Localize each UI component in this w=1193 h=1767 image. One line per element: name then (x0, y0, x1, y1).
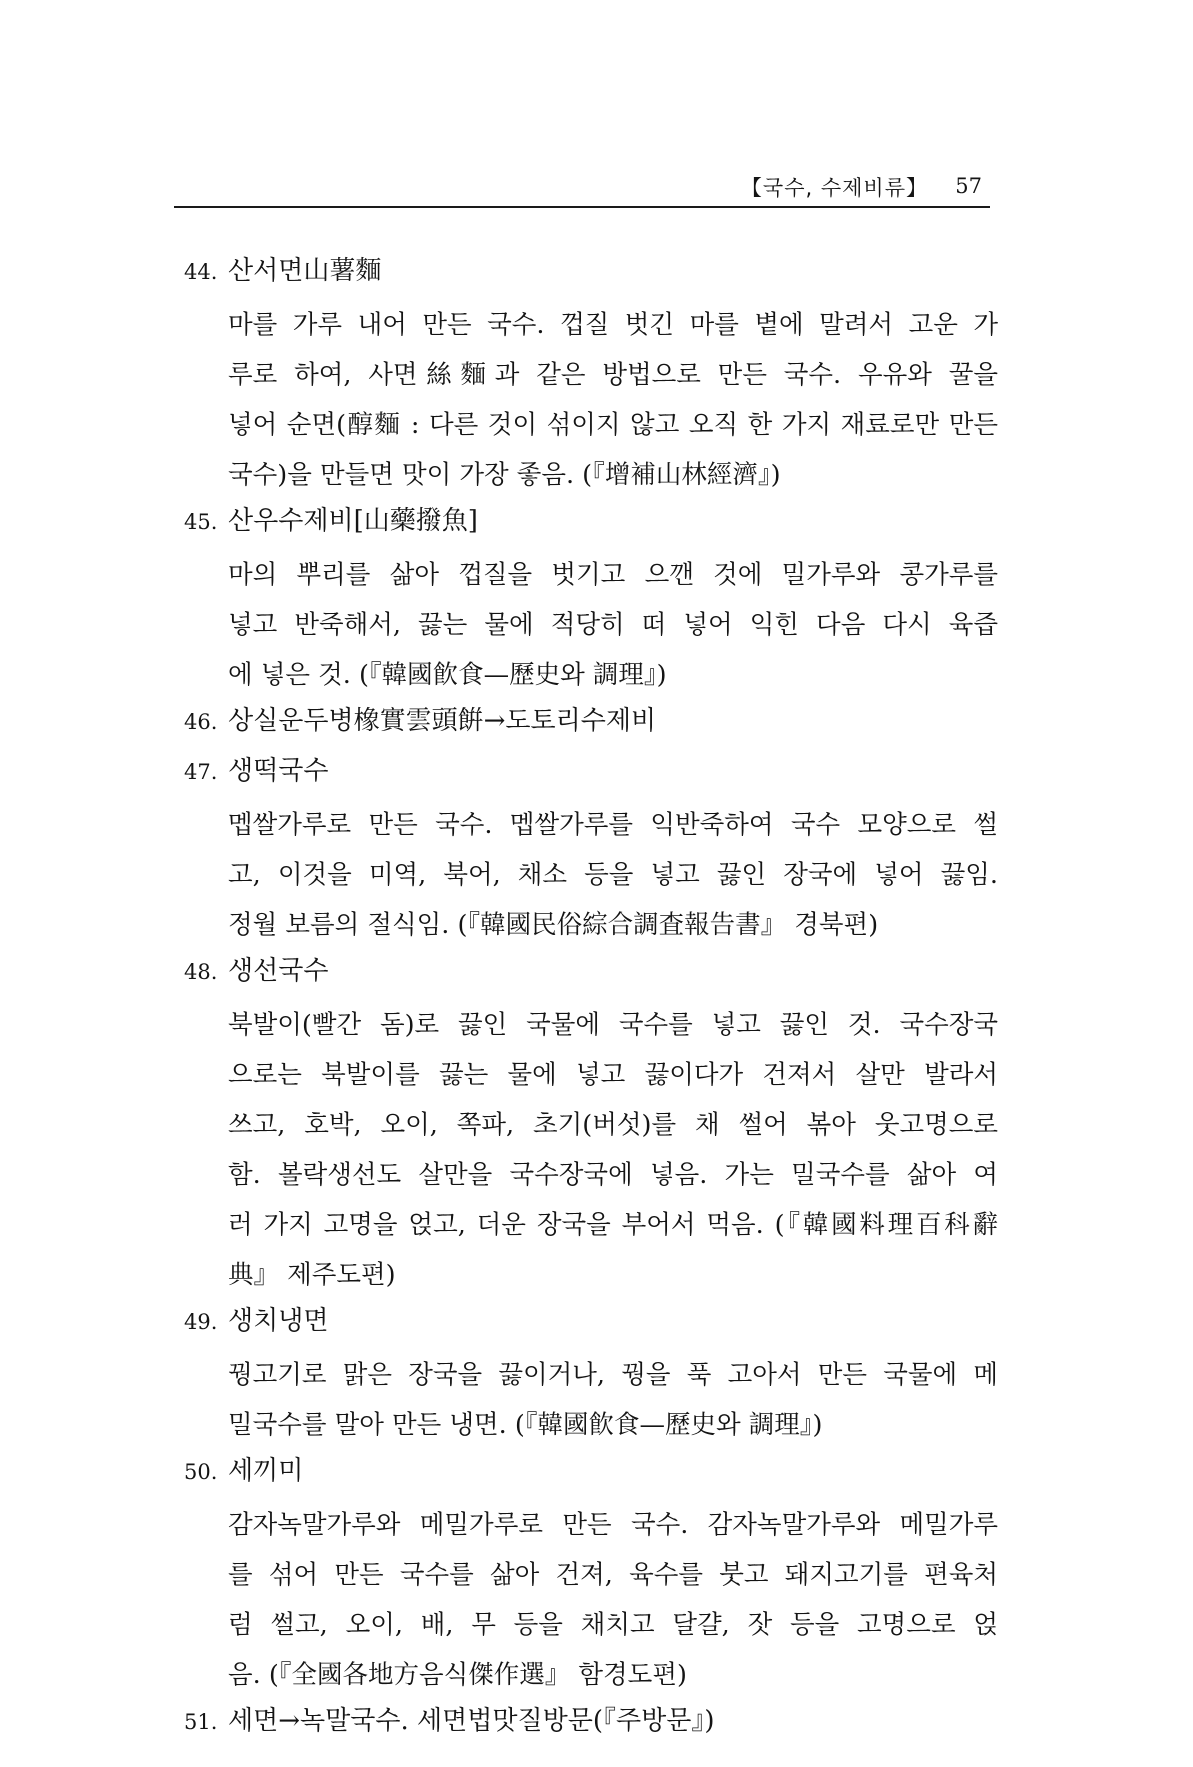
dictionary-entry (184, 1450, 1004, 1700)
dictionary-entry (184, 950, 1004, 1300)
entry-number: 47. (184, 760, 218, 784)
page-number: 57 (955, 174, 982, 198)
running-header-title: 【국수, 수제비류】 (740, 176, 928, 200)
definition-line: 典』 제주도편) (228, 1260, 396, 1290)
dictionary-entry (184, 250, 1004, 500)
definition-line: 럼 썰고, 오이, 배, 무 등을 채치고 달걀, 잣 등을 고명으로 얹 (228, 1610, 998, 1640)
entry-definition (228, 1000, 998, 1300)
entry-number: 49. (184, 1310, 218, 1334)
definition-line: 국수)을 만들면 맛이 가장 좋음. (『增補山林經濟』) (228, 460, 781, 490)
entry-heading (184, 250, 1004, 300)
dictionary-entry (184, 700, 1004, 750)
entry-title: 생떡국수 (228, 756, 329, 786)
definition-line: 감자녹말가루와 메밀가루로 만든 국수. 감자녹말가루와 메밀가루 (228, 1510, 998, 1540)
entry-heading (184, 1300, 1004, 1350)
entry-number: 48. (184, 960, 218, 984)
entry-list (184, 250, 1004, 1750)
entry-definition (228, 300, 998, 500)
definition-line: 넣고 반죽해서, 끓는 물에 적당히 떠 넣어 익힌 다음 다시 육즙 (228, 610, 998, 640)
definition-line: 를 섞어 만든 국수를 삶아 건져, 육수를 붓고 돼지고기를 편육처 (228, 1560, 998, 1590)
entry-number: 51. (184, 1710, 218, 1734)
dictionary-entry (184, 500, 1004, 700)
definition-line: 음. (『全國各地方음식傑作選』 함경도편) (228, 1660, 687, 1690)
entry-heading (184, 700, 1004, 750)
definition-line: 에 넣은 것. (『韓國飮食—歷史와 調理』) (228, 660, 667, 690)
entry-title: 산서면山薯麵 (228, 256, 382, 286)
running-header (174, 170, 990, 208)
entry-definition (228, 800, 998, 950)
entry-title: 산우수제비[山藥撥魚] (228, 506, 478, 536)
entry-heading (184, 1450, 1004, 1500)
definition-line: 정월 보름의 절식임. (『韓國民俗綜合調査報告書』 경북편) (228, 910, 879, 940)
entry-number: 50. (184, 1460, 218, 1484)
dictionary-entry (184, 750, 1004, 950)
definition-line: 멥쌀가루로 만든 국수. 멥쌀가루를 익반죽하여 국수 모양으로 썰 (228, 810, 998, 840)
entry-number: 46. (184, 710, 218, 734)
entry-definition (228, 1500, 998, 1700)
entry-heading (184, 500, 1004, 550)
entry-definition (228, 550, 998, 700)
definition-line: 루로 하여, 사면絲麵과 같은 방법으로 만든 국수. 우유와 꿀을 (228, 360, 998, 390)
definition-line: 으로는 북발이를 끓는 물에 넣고 끓이다가 건져서 살만 발라서 (228, 1060, 998, 1090)
entry-title: 세면→녹말국수. 세면법맛질방문(『주방문』) (228, 1706, 715, 1736)
definition-line: 함. 볼락생선도 살만을 국수장국에 넣음. 가는 밀국수를 삶아 여 (228, 1160, 998, 1190)
entry-title: 생선국수 (228, 956, 329, 986)
definition-line: 마의 뿌리를 삶아 껍질을 벗기고 으깬 것에 밀가루와 콩가루를 (228, 560, 998, 590)
entry-title: 상실운두병橡實雲頭餠→도토리수제비 (228, 706, 657, 736)
dictionary-entry (184, 1700, 1004, 1750)
entry-definition (228, 1350, 998, 1450)
definition-line: 고, 이것을 미역, 북어, 채소 등을 넣고 끓인 장국에 넣어 끓임. (228, 860, 998, 890)
definition-line: 밀국수를 말아 만든 냉면. (『韓國飮食—歷史와 調理』) (228, 1410, 823, 1440)
definition-line: 꿩고기로 맑은 장국을 끓이거나, 꿩을 푹 고아서 만든 국물에 메 (228, 1360, 998, 1390)
entry-title: 세끼미 (228, 1456, 304, 1486)
definition-line: 넣어 순면(醇麵 : 다른 것이 섞이지 않고 오직 한 가지 재료로만 만든 (228, 410, 998, 440)
definition-line: 마를 가루 내어 만든 국수. 껍질 벗긴 마를 볕에 말려서 고운 가 (228, 310, 998, 340)
definition-line: 러 가지 고명을 얹고, 더운 장국을 부어서 먹음. (『韓國料理百科辭 (228, 1210, 998, 1240)
entry-number: 45. (184, 510, 218, 534)
definition-line: 쓰고, 호박, 오이, 쪽파, 초기(버섯)를 채 썰어 볶아 웃고명으로 (228, 1110, 998, 1140)
entry-title: 생치냉면 (228, 1306, 329, 1336)
dictionary-entry (184, 1300, 1004, 1450)
entry-number: 44. (184, 260, 218, 284)
entry-heading (184, 750, 1004, 800)
definition-line: 북발이(빨간 돔)로 끓인 국물에 국수를 넣고 끓인 것. 국수장국 (228, 1010, 998, 1040)
entry-heading (184, 950, 1004, 1000)
entry-heading (184, 1700, 1004, 1750)
